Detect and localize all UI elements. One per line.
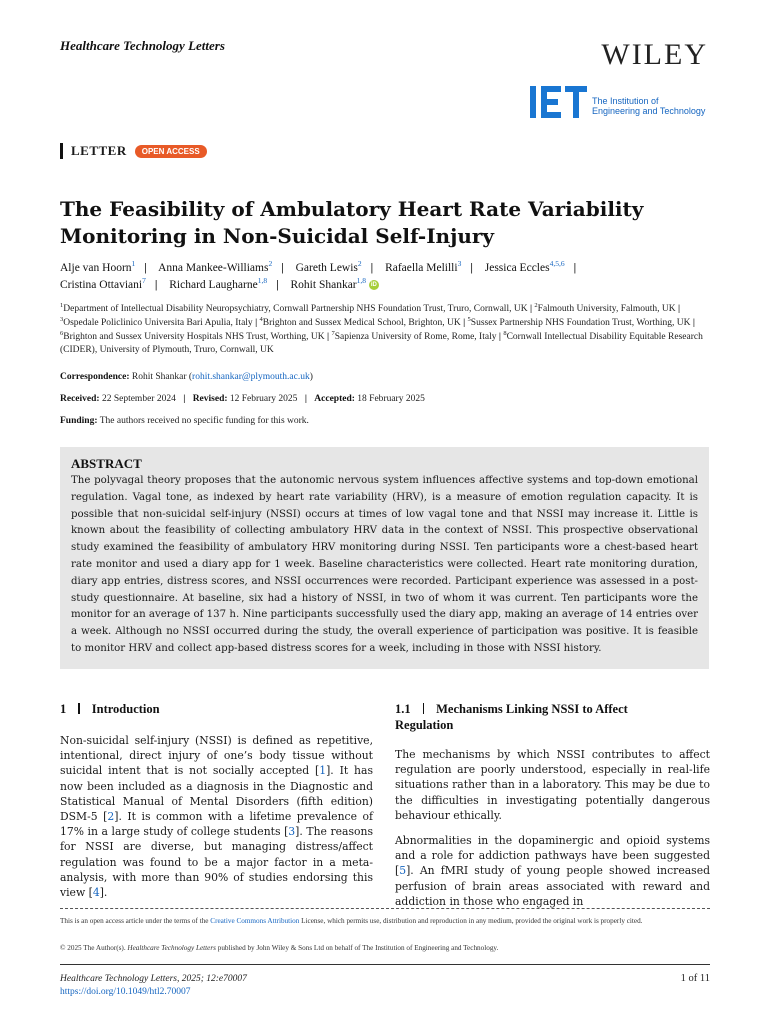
received-date: 22 September 2024 <box>101 394 176 404</box>
correspondence: Correspondence: Rohit Shankar (rohit.shankar@plymouth.ac.uk) <box>60 372 313 382</box>
section-number: 1 <box>60 702 67 716</box>
license-note: This is an open access article under the terms of the Creative Commons Attribution License, which permits use, distribution and reproduction in any medium, provided the original work is properly cited. <box>60 917 643 925</box>
revised-date: 12 February 2025 <box>229 394 298 404</box>
author-affiliation[interactable]: 4,5,6 <box>549 259 565 268</box>
article-dates: Received: 22 September 2024 | Revised: 12 February 2025 | Accepted: 18 February 2025 <box>60 394 425 404</box>
funding-label: Funding: <box>60 416 98 426</box>
citation-info <box>60 973 247 999</box>
section-title: Introduction <box>91 702 160 716</box>
citation-link[interactable]: 4 <box>92 886 100 900</box>
author-affiliation[interactable]: 2 <box>357 259 362 268</box>
iet-line-1: The Institution of <box>592 96 659 106</box>
iet-logo-text <box>592 96 705 116</box>
section-divider <box>423 703 425 714</box>
citation-link[interactable]: 3 <box>288 825 296 839</box>
affiliation-number: 3 <box>60 315 64 323</box>
left-column <box>60 733 373 900</box>
author-name[interactable]: Cristina Ottaviani <box>60 279 143 291</box>
article-title <box>60 196 710 250</box>
affiliation-number: 4 <box>259 315 263 323</box>
affiliation-text: Ospedale Policlinico Universita Bari Apulia, Italy <box>63 317 253 328</box>
author-name[interactable]: Anna Mankee-Williams <box>158 262 269 274</box>
correspondence-name: Rohit Shankar <box>131 372 187 382</box>
right-column <box>395 747 710 909</box>
iet-line-2: Engineering and Technology <box>592 106 706 116</box>
subsection-number: 1.1 <box>395 702 411 716</box>
section-divider <box>78 703 80 714</box>
received-label: Received: <box>60 394 100 404</box>
journal-name: Healthcare Technology Letters <box>60 38 225 53</box>
mechanisms-paragraph-1: The mechanisms by which NSSI contributes to affect regulation are poorly understood, especially in real-life situations rather than in a laboratory. This may be due to the difficulties in investigating potentially dangerous behaviour ethically. <box>395 748 710 822</box>
affiliation-number: 8 <box>503 329 507 337</box>
author-name[interactable]: Alje van Hoorn <box>60 262 132 274</box>
subsection-title-line-2: Regulation <box>395 718 454 732</box>
affiliation-number: 5 <box>467 315 471 323</box>
author-name[interactable]: Gareth Lewis <box>295 262 358 274</box>
article-type-bar <box>60 143 63 159</box>
section-1-heading <box>60 701 160 717</box>
page-number: 1 of 11 <box>680 973 710 984</box>
author-affiliation[interactable]: 1,8 <box>257 276 268 285</box>
accepted-date: 18 February 2025 <box>357 394 425 404</box>
affiliation-number: 6 <box>60 329 64 337</box>
correspondence-label: Correspondence: <box>60 372 130 382</box>
license-link[interactable]: Creative Commons Attribution <box>210 917 300 925</box>
author-list: Alje van Hoorn$^1$ | Anna Mankee-Williams$^2$ | Gareth Lewis$^2$ | Rafaella Melilli$^3$ | Jessica Eccles$^{4,5,6}$ | Cristina Ottaviani$^7$ | Richard Laugharne$^{1,8}$ | Rohit Shankar$^{1,8}$ iD <box>60 259 577 291</box>
affiliation-text: Brighton and Sussex Medical School, Brighton, UK <box>262 317 461 328</box>
author-name[interactable]: Rohit Shankar <box>290 279 357 291</box>
revised-label: Revised: <box>192 394 228 404</box>
title-line-1: The Feasibility of Ambulatory Heart Rate Variability <box>60 197 644 221</box>
author-affiliation[interactable]: 7 <box>142 276 146 285</box>
abstract-heading: ABSTRACT <box>71 456 142 471</box>
abstract-box <box>60 447 709 669</box>
correspondence-email-link[interactable]: rohit.shankar@plymouth.ac.uk <box>192 372 310 382</box>
subsection-title-line-1: Mechanisms Linking NSSI to Affect <box>436 702 628 716</box>
affiliation-number: 2 <box>534 302 538 309</box>
footer-divider <box>60 964 710 965</box>
accepted-label: Accepted: <box>314 394 355 404</box>
citation-link[interactable]: 1 <box>319 764 327 778</box>
journal-citation: Healthcare Technology Letters, 2025; 12:e70007 <box>60 974 247 984</box>
affiliation-text: Sapienza University of Rome, Rome, Italy <box>334 331 497 342</box>
funding <box>60 416 309 426</box>
abstract-text: The polyvagal theory proposes that the autonomic nervous system influences affective systems and top-down emotional regulation. Vagal tone, as indexed by heart rate variability (HRV), is a measure of emotion regulation capacity. It is possible that non-suicidal self-injury (NSSI) occurs at times of low vagal tone and that NSSI may increase it. Little is known about the feasibility of collecting ambulatory HRV data in the context of NSSI. This prospective observational study examined the feasibility of ambulatory HRV monitoring during NSSI. Ten participants wore a chest-based heart rate monitor and used a diary app for 1 week. Baseline characteristics were collected. Heart rate monitoring duration, diary app entries, distress scores, and NSSI occurrences were recorded. Participant experience was assessed in a post-study questionnaire. At baseline, six had a history of NSSI, in two of whom it was current. Ten participants wore the monitor for an average of 137 h. Nine participants successfully used the diary app, making an average of 14 entries over a week. Although no NSSI occurred during the study, the overall experience of participation was positive. It is feasible to monitor HRV and collect app-based distress scores for a week, including in those with NSSI history. <box>71 475 698 654</box>
article-type: LETTER <box>71 143 127 158</box>
copyright-note: © 2025 The Author(s). Healthcare Technology Letters published by John Wiley & Sons Ltd on behalf of The Institution of Engineering and Technology. <box>60 944 499 952</box>
author-affiliation[interactable]: 1 <box>131 259 136 268</box>
affiliation-text: Sussex Partnership NHS Foundation Trust, Worthing, UK <box>470 317 691 328</box>
mechanisms-paragraph-2: Abnormalities in the dopaminergic and opioid systems and a role for addiction pathways have been suggested [5]. An fMRI study of young people showed increased perfusion of brain areas associated with reward and addiction in those who engaged in <box>395 834 710 908</box>
article-type-row <box>60 143 207 159</box>
affiliation-text: Cornwall Intellectual Disability Equitable Research (CIDER), University of Plymouth, Truro, Cornwall, UK <box>60 331 703 356</box>
author-affiliation[interactable]: 1,8 <box>356 276 367 285</box>
footnote-divider <box>60 908 710 909</box>
affiliation-number: 7 <box>331 329 335 337</box>
author-name[interactable]: Jessica Eccles <box>484 262 550 274</box>
funding-text: The authors received no specific funding for this work. <box>99 416 309 426</box>
affiliations: $^1$Department of Intellectual Disability Neuropsychiatry, Cornwall Partnership NHS Foundation Trust, Truro, Cornwall, UK | $^2$Falmouth University, Falmouth, UK | $^3$Ospedale Policlinico Universita Bari Apulia, Italy | $^4$Brighton and Sussex Medical School, Brighton, UK | $^5$Sussex Partnership NHS Foundation Trust, Worthing, UK | $^6$Brighton and Sussex University Hospitals NHS Trust, Worthing, UK | $^7$Sapienza University of Rome, Rome, Italy | $^8$Cornwall Intellectual Disability Equitable Research (CIDER), University of Plymouth, Truro, Cornwall, UK <box>60 302 703 356</box>
author-name[interactable]: Rafaella Melilli <box>385 262 458 274</box>
section-1-1-heading <box>395 701 710 733</box>
citation-link[interactable]: 5 <box>399 864 407 878</box>
author-name[interactable]: Richard Laugharne <box>169 279 258 291</box>
doi-link[interactable]: https://doi.org/10.1049/htl2.70007 <box>60 987 191 997</box>
open-access-badge: OPEN ACCESS <box>135 145 207 158</box>
iet-logo <box>530 85 710 119</box>
author-affiliation[interactable]: 3 <box>457 259 462 268</box>
author-affiliation[interactable]: 2 <box>268 259 273 268</box>
intro-paragraph: Non-suicidal self-injury (NSSI) is defined as repetitive, intentional, direct injury of one’s body tissue without suicidal intent that is not socially accepted [1]. It has now been included as a diagnosis in the Diagnostic and Statistical Manual of Mental Disorders (fifth edition) DSM-5 [2]. It is common with a lifetime prevalence of 17% in a large study of college students [3]. The reasons for NSSI are diverse, but managing distress/affect regulation was found to be a major factor in a meta-analysis, with more than 90% of studies endorsing this view [4]. <box>60 734 373 900</box>
affiliation-text: Department of Intellectual Disability Neuropsychiatry, Cornwall Partnership NHS Foundation Trust, Truro, Cornwall, UK <box>63 304 528 314</box>
iet-logo-mark <box>530 85 588 119</box>
title-line-2: Monitoring in Non-Suicidal Self-Injury <box>60 224 495 248</box>
publisher-logo: WILEY <box>601 38 708 71</box>
citation-link[interactable]: 2 <box>107 810 115 824</box>
orcid-icon[interactable]: iD <box>370 282 377 289</box>
affiliation-text: Brighton and Sussex University Hospitals NHS Trust, Worthing, UK <box>63 331 325 342</box>
affiliation-text: Falmouth University, Falmouth, UK <box>537 304 676 314</box>
affiliation-number: 1 <box>60 302 64 309</box>
